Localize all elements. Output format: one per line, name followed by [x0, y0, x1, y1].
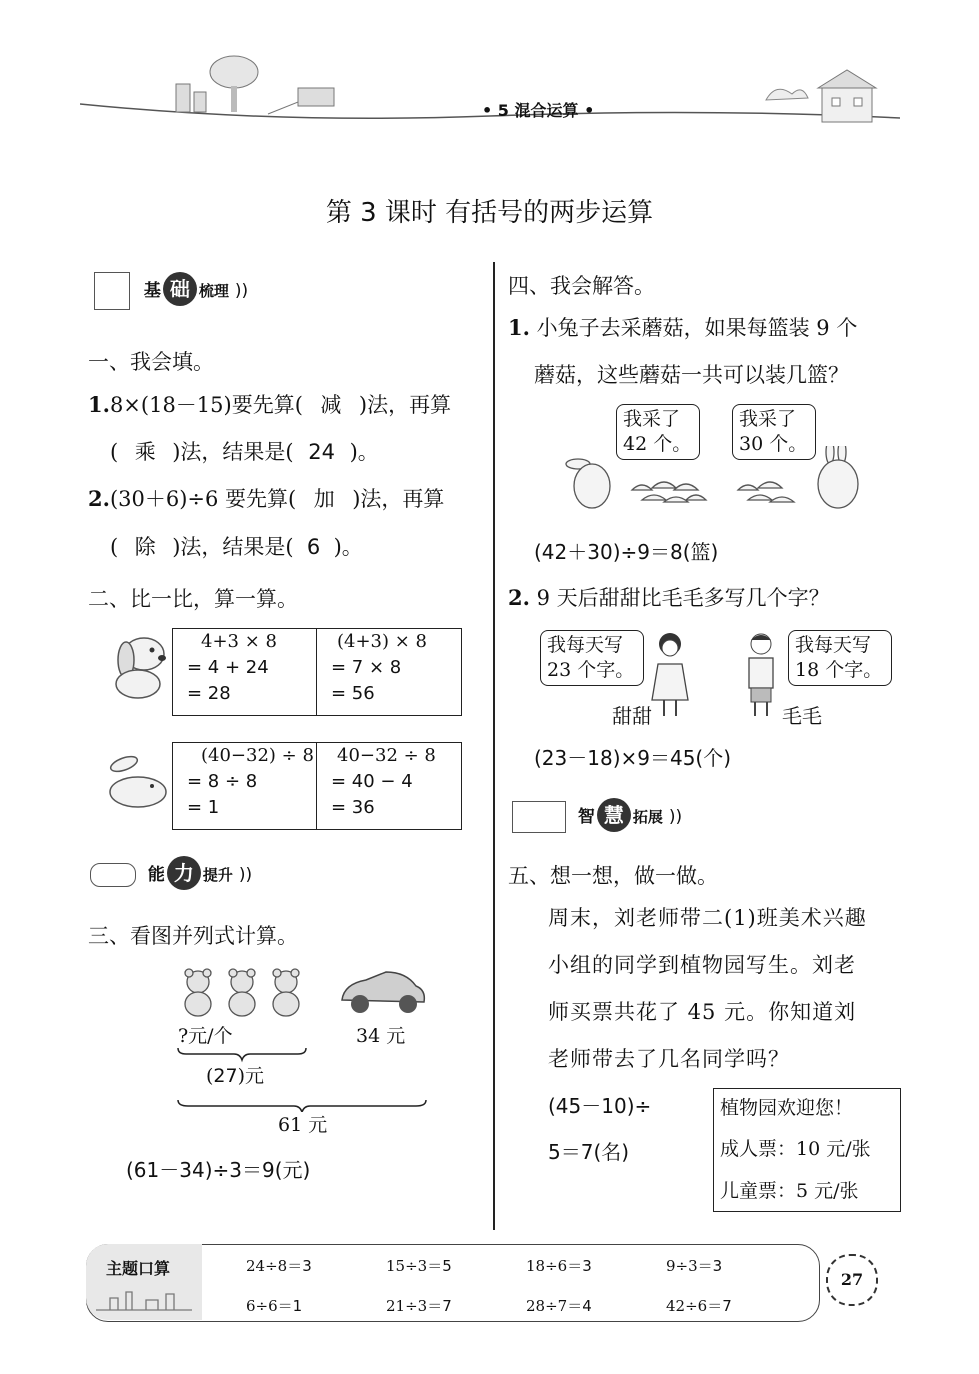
- answer: 27: [213, 1065, 238, 1087]
- s5-line-4: 老师带去了几名同学吗？: [548, 1047, 790, 1071]
- s1-q2-line1: 2.(30＋6)÷6 要先算( 加 )法，再算: [88, 486, 445, 511]
- bear-price-label: ?元/个: [178, 1025, 233, 1047]
- bears-total-label: (27)元: [206, 1065, 265, 1087]
- girl-illustration: [646, 630, 694, 720]
- s4-q1-line2: 蘑菇，这些蘑菇一共可以装几篮？: [534, 363, 849, 387]
- s4-q2-answer: (23－18)×9＝45(个): [534, 746, 732, 770]
- speech-bubble: 我每天写 18 个字。: [788, 630, 892, 686]
- s5-line-2: 小组的同学到植物园写生。刘老: [548, 953, 856, 977]
- car-icon: [90, 863, 136, 887]
- ability-badge: 能 力 提升 )): [90, 856, 252, 890]
- city-tree-illustration: [168, 54, 358, 118]
- rabbit-icon: [104, 752, 168, 810]
- oral-item: 42÷6＝7: [666, 1297, 732, 1315]
- compare-table-2: (40−32) ÷ 8 = 8 ÷ 8 = 1 40−32 ÷ 8 = 40 − 4 = 36: [172, 742, 462, 830]
- ticket-sign: 植物园欢迎您！ 成人票：10 元/张 儿童票：5 元/张: [713, 1088, 901, 1212]
- car-price-label: 34 元: [356, 1025, 406, 1047]
- section-3-heading: 三、看图并列式计算。: [88, 924, 298, 948]
- section-5-heading: 五、想一想，做一做。: [508, 864, 718, 888]
- board-icon: [94, 272, 130, 310]
- lesson-title: 第 3 课时 有括号的两步运算: [325, 198, 654, 228]
- answer: 6: [306, 535, 321, 559]
- unit-label: • 5 混合运算 •: [482, 101, 595, 120]
- oral-item: 18÷6＝3: [526, 1257, 592, 1275]
- page-number: 27: [826, 1254, 878, 1306]
- answer: 减: [320, 393, 342, 417]
- basic-review-badge: 基 础 梳理 )): [94, 272, 248, 310]
- speech-bubble: 我采了 30 个。: [732, 404, 816, 460]
- answer: 24: [308, 440, 335, 464]
- oral-item: 6÷6＝1: [246, 1297, 303, 1315]
- column-divider: [493, 262, 495, 1230]
- house-illustration: [762, 68, 882, 124]
- s5-answer-line1: (45－10)÷: [548, 1094, 652, 1118]
- toy-car-icon: [336, 966, 428, 1018]
- s3-answer: (61－34)÷3＝9(元): [126, 1158, 311, 1182]
- section-2-heading: 二、比一比，算一算。: [88, 587, 298, 611]
- section-4-heading: 四、我会解答。: [508, 274, 655, 298]
- oral-item: 15÷3＝5: [386, 1257, 452, 1275]
- s4-q2-line1: 2. 9 天后甜甜比毛毛多写几个字？: [508, 585, 830, 610]
- boy-name: 毛毛: [782, 704, 822, 728]
- s1-q1-line1: 1.8×(18－15)要先算( 减 )法，再算: [88, 392, 452, 417]
- s4-q1-line1: 1. 小兔子去采蘑菇，如果每篮装 9 个: [508, 315, 858, 340]
- teddy-bears-icon: [178, 966, 308, 1018]
- speech-bubble: 我每天写 23 个字。: [540, 630, 644, 686]
- speech-bubble: 我采了 42 个。: [616, 404, 700, 460]
- rabbits-mushrooms-illustration: [562, 446, 882, 514]
- total-label: 61 元: [278, 1114, 328, 1136]
- s4-q1-answer: (42＋30)÷9＝8(篮): [534, 540, 719, 564]
- oral-item: 21÷3＝7: [386, 1297, 452, 1315]
- s5-line-1: 周末，刘老师带二(1)班美术兴趣: [548, 906, 867, 930]
- oral-item: 28÷7＝4: [526, 1297, 592, 1315]
- wisdom-badge: 智 慧 拓展 )): [512, 798, 682, 833]
- section-1-heading: 一、我会填。: [88, 350, 214, 374]
- dog-icon: [108, 632, 168, 704]
- girl-name: 甜甜: [612, 704, 652, 728]
- skyline-icon: [96, 1282, 192, 1312]
- s5-answer-line2: 5＝7(名): [548, 1140, 630, 1164]
- oral-item: 9÷3＝3: [666, 1257, 723, 1275]
- s1-q1-line2: ( 乘 )法，结果是( 24 )。: [110, 440, 379, 464]
- oral-calc-label: 主题口算: [106, 1259, 171, 1278]
- s5-line-3: 师买票共花了 45 元。你知道刘: [548, 1000, 857, 1024]
- boy-illustration: [738, 630, 784, 720]
- book-icon: [512, 801, 566, 833]
- s1-q2-line2: ( 除 )法，结果是( 6 )。: [110, 535, 363, 559]
- oral-item: 24÷8＝3: [246, 1257, 312, 1275]
- compare-table-1: 4+3 × 8 = 4 + 24 = 28 (4+3) × 8 = 7 × 8 = 56: [172, 628, 462, 716]
